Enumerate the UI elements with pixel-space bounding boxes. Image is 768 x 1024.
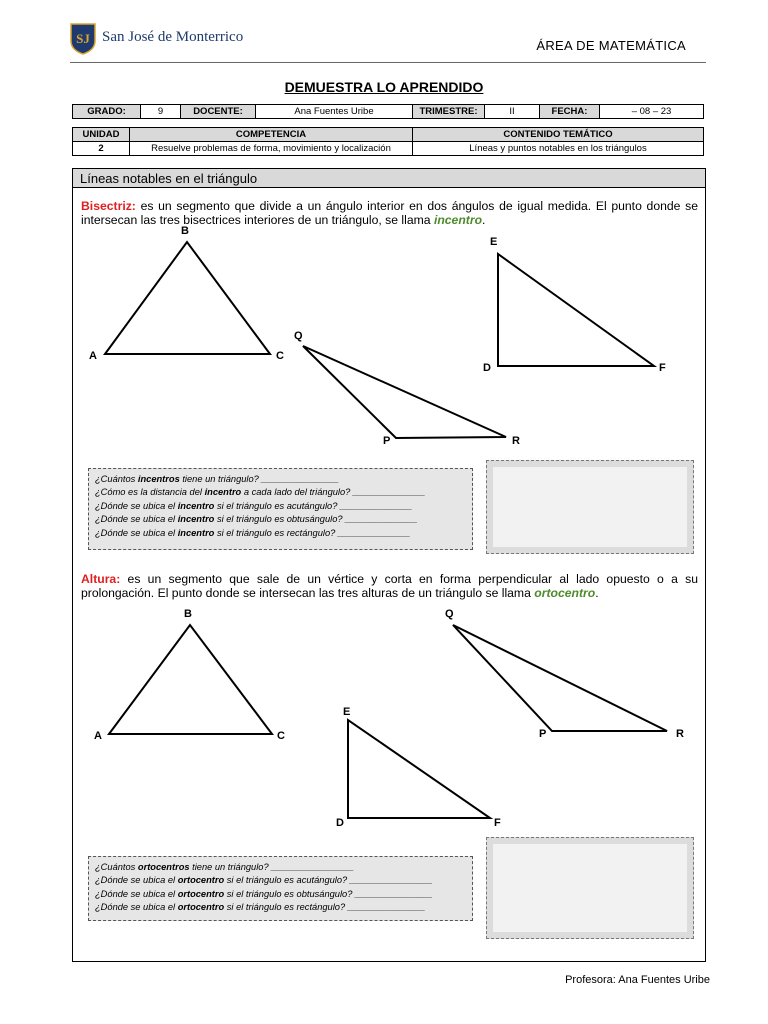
vertex-label-a-2: A xyxy=(94,730,102,742)
question-item: ¿Dónde se ubica el ortocentro si el triángulo es acutángulo? ________________ xyxy=(95,875,433,886)
question-item: ¿Cómo es la distancia del incentro a cada lado del triángulo? ______________ xyxy=(95,487,426,498)
ortocentro-term: ortocentro xyxy=(534,586,596,600)
school-name: San José de Monterrico xyxy=(102,29,244,45)
contenido-header: CONTENIDO TEMÁTICO xyxy=(413,128,704,142)
vertex-label-d: D xyxy=(483,362,491,374)
vertex-label-e-2: E xyxy=(343,706,351,718)
altura-term: Altura: xyxy=(81,572,121,586)
question-item: ¿Dónde se ubica el ortocentro si el triángulo es obtusángulo? _______________ xyxy=(95,888,433,899)
question-item: ¿Dónde se ubica el incentro si el triángulo es obtusángulo? ______________ xyxy=(95,514,418,525)
vertex-label-p: P xyxy=(383,435,391,447)
section-title: Líneas notables en el triángulo xyxy=(80,171,258,186)
question-item: ¿Dónde se ubica el incentro si el triángulo es acutángulo? ______________ xyxy=(95,500,413,511)
ortocentro-questions-box[interactable] xyxy=(88,856,473,921)
area-title: ÁREA DE MATEMÁTICA xyxy=(536,38,686,53)
competencia-value: Resuelve problemas de forma, movimiento y localización xyxy=(130,142,413,156)
vertex-label-e: E xyxy=(490,236,498,248)
vertex-label-d-2: D xyxy=(336,817,344,829)
fecha-value: – 08 – 23 xyxy=(600,105,704,119)
vertex-label-f-2: F xyxy=(494,817,501,829)
vertex-label-c: C xyxy=(276,350,284,362)
vertex-label-r: R xyxy=(512,435,520,447)
page-title: DEMUESTRA LO APRENDIDO xyxy=(284,79,484,95)
vertex-label-b-2: B xyxy=(184,608,192,620)
vertex-label-q-2: Q xyxy=(445,608,454,620)
triangle-edf-2 xyxy=(348,720,490,818)
vertex-label-q: Q xyxy=(294,330,303,342)
unidad-header: UNIDAD xyxy=(73,128,130,142)
fecha-label: FECHA: xyxy=(540,105,600,119)
incentro-term: incentro xyxy=(433,213,483,227)
vertex-label-p-2: P xyxy=(539,728,547,740)
vertex-label-r-2: R xyxy=(676,728,684,740)
vertex-label-c-2: C xyxy=(277,730,285,742)
contenido-value: Líneas y puntos notables en los triángulos xyxy=(413,142,704,156)
footer-teacher: Profesora: Ana Fuentes Uribe xyxy=(565,974,710,986)
altura-text: es un segmento que sale de un vértice y corta en forma perpendicular al lado opuesto o a su prolongación. El punto donde se intersecan las tres alturas de un triángulo se llama xyxy=(81,572,698,600)
trimestre-value: II xyxy=(485,105,540,119)
vertex-label-f: F xyxy=(659,362,666,374)
answer-area xyxy=(493,844,687,932)
vertex-label-a: A xyxy=(89,350,97,362)
bisectriz-text: es un segmento que divide a un ángulo interior en dos ángulos de igual medida. El punto donde se intersecan las tres bisectrices interiores de un triángulo, se llama xyxy=(81,199,698,227)
trimestre-label: TRIMESTRE: xyxy=(413,105,485,119)
altura-period: . xyxy=(595,586,599,600)
grado-label: GRADO: xyxy=(73,105,141,119)
logo-monogram: SJ xyxy=(76,31,90,46)
triangle-qpr-2 xyxy=(453,625,667,731)
bisectriz-term: Bisectriz: xyxy=(81,199,136,213)
question-item: ¿Cuántos incentros tiene un triángulo? _______________ xyxy=(95,474,339,484)
triangle-abc-2 xyxy=(109,625,272,734)
ortocentro-answer-box[interactable] xyxy=(486,837,694,939)
question-item: ¿Cuántos ortocentros tiene un triángulo? ________________ xyxy=(95,862,354,872)
question-item: ¿Dónde se ubica el ortocentro si el triángulo es rectángulo? _______________ xyxy=(95,902,426,913)
docente-label: DOCENTE: xyxy=(181,105,256,119)
competencia-header: COMPETENCIA xyxy=(130,128,413,142)
docente-value: Ana Fuentes Uribe xyxy=(256,105,413,119)
grado-value: 9 xyxy=(141,105,181,119)
bisectriz-period: . xyxy=(482,213,486,227)
unidad-value: 2 xyxy=(73,142,130,156)
vertex-label-b: B xyxy=(181,225,189,237)
question-item: ¿Dónde se ubica el incentro si el triángulo es rectángulo? ______________ xyxy=(95,527,411,538)
